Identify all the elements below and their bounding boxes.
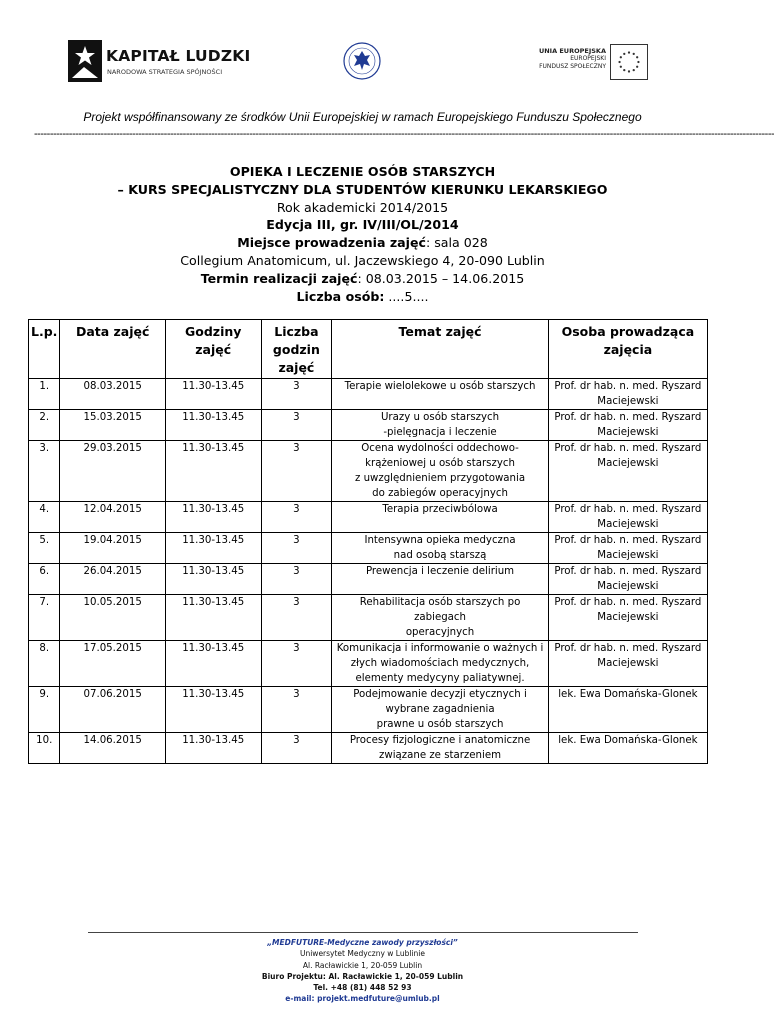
- logo-left-subtitle: NARODOWA STRATEGIA SPÓJNOŚCI: [107, 68, 223, 76]
- header-date: Data zajęć: [60, 320, 166, 379]
- cell-lp: 2.: [29, 410, 60, 441]
- eu-star-icon: [636, 56, 638, 58]
- eu-star-icon: [628, 51, 630, 53]
- cell-count: 3: [261, 441, 332, 502]
- header-topic: Temat zajęć: [332, 320, 549, 379]
- edition: Edycja III, gr. IV/III/OL/2014: [266, 217, 459, 233]
- logo-left-title: KAPITAŁ LUDZKI: [106, 47, 251, 65]
- table-row: [29, 410, 708, 441]
- cell-lp: 7.: [29, 595, 60, 641]
- footer-university: Uniwersytet Medyczny w Lublinie: [299, 949, 425, 959]
- address: Collegium Anatomicum, ul. Jaczewskiego 4, 20-090 Lublin: [180, 252, 545, 268]
- kapital-ludzki-logo-icon: [68, 40, 102, 82]
- project-note: Projekt współfinansowany ze środków Unii Europejskiej w ramach Europejskiego Funduszu Społecznego: [83, 110, 642, 124]
- cell-person: Prof. dr hab. n. med. Ryszard Maciejewski: [548, 410, 707, 441]
- eu-star-icon: [618, 61, 620, 63]
- university-seal-icon: [343, 42, 381, 80]
- footer-email[interactable]: e-mail: projekt.medfuture@umlub.pl: [285, 994, 440, 1004]
- cell-hours: 11.30-13.45: [165, 502, 261, 533]
- cell-hours: 11.30-13.45: [165, 379, 261, 410]
- cell-person: Prof. dr hab. n. med. Ryszard Maciejewski: [548, 379, 707, 410]
- table-header-row: [29, 320, 708, 379]
- dashed-divider: ------------------------------------------------------------------------------------------------------------------------------------------------------------------------------------------------------------------------------------------: [34, 128, 774, 140]
- cell-count: 3: [261, 687, 332, 733]
- cell-hours: 11.30-13.45: [165, 564, 261, 595]
- term-label: Termin realizacji zajęć: [200, 270, 358, 286]
- cell-date: 15.03.2015: [60, 410, 166, 441]
- cell-hours: 11.30-13.45: [165, 441, 261, 502]
- cell-topic: Komunikacja i informowanie o ważnych i złych wiadomościach medycznych, elementy medycyny paliatywnej.: [332, 641, 549, 687]
- cell-hours: 11.30-13.45: [165, 641, 261, 687]
- header-person: Osoba prowadząca zajęcia: [548, 320, 707, 379]
- cell-topic: Ocena wydolności oddechowo- krążeniowej u osób starszych z uwzględnieniem przygotowania do zabiegów operacyjnych: [332, 441, 549, 502]
- cell-topic: Prewencja i leczenie delirium: [332, 564, 549, 595]
- cell-lp: 6.: [29, 564, 60, 595]
- cell-topic: Rehabilitacja osób starszych po zabiegach operacyjnych: [332, 595, 549, 641]
- cell-lp: 9.: [29, 687, 60, 733]
- cell-count: 3: [261, 733, 332, 764]
- cell-lp: 4.: [29, 502, 60, 533]
- table-row: [29, 379, 708, 410]
- cell-count: 3: [261, 410, 332, 441]
- place-value: : sala 028: [426, 235, 488, 251]
- cell-topic: Terapie wielolekowe u osób starszych: [332, 379, 549, 410]
- cell-person: Prof. dr hab. n. med. Ryszard Maciejewski: [548, 641, 707, 687]
- cell-person: Prof. dr hab. n. med. Ryszard Maciejewski: [548, 441, 707, 502]
- footer-office: Biuro Projektu: Al. Racławickie 1, 20-059 Lublin: [261, 971, 464, 981]
- header-lp: L.p.: [29, 320, 60, 379]
- footer-phone: Tel. +48 (81) 448 52 93: [313, 983, 412, 993]
- cell-hours: 11.30-13.45: [165, 733, 261, 764]
- cell-person: Prof. dr hab. n. med. Ryszard Maciejewski: [548, 533, 707, 564]
- header-count: Liczba godzin zajęć: [261, 320, 332, 379]
- place-label: Miejsce prowadzenia zajęć: [237, 235, 426, 251]
- cell-lp: 5.: [29, 533, 60, 564]
- table-row: [29, 441, 708, 502]
- course-subtitle: – KURS SPECJALISTYCZNY DLA STUDENTÓW KIERUNKU LEKARSKIEGO: [117, 181, 608, 197]
- term-line: [0, 270, 725, 288]
- count-label: Liczba osób:: [296, 288, 385, 304]
- table-row: [29, 502, 708, 533]
- cell-count: 3: [261, 379, 332, 410]
- count-line: [0, 288, 725, 306]
- eu-logo-text: [522, 47, 606, 71]
- cell-date: 29.03.2015: [60, 441, 166, 502]
- cell-person: lek. Ewa Domańska-Glonek: [548, 733, 707, 764]
- cell-hours: 11.30-13.45: [165, 410, 261, 441]
- cell-date: 26.04.2015: [60, 564, 166, 595]
- cell-date: 19.04.2015: [60, 533, 166, 564]
- eu-star-icon: [633, 53, 635, 55]
- header-hours: Godziny zajęć: [165, 320, 261, 379]
- cell-lp: 8.: [29, 641, 60, 687]
- count-value: ....5....: [384, 288, 429, 304]
- eu-star-icon: [633, 69, 635, 71]
- eu-flag-icon: [610, 44, 648, 80]
- page-header: [0, 0, 725, 100]
- cell-hours: 11.30-13.45: [165, 687, 261, 733]
- cell-count: 3: [261, 533, 332, 564]
- page-footer: [0, 937, 725, 1005]
- cell-date: 10.05.2015: [60, 595, 166, 641]
- cell-person: Prof. dr hab. n. med. Ryszard Maciejewski: [548, 502, 707, 533]
- table-row: [29, 595, 708, 641]
- cell-hours: 11.30-13.45: [165, 533, 261, 564]
- table-row: [29, 687, 708, 733]
- cell-count: 3: [261, 595, 332, 641]
- academic-year: Rok akademicki 2014/2015: [276, 199, 449, 215]
- cell-date: 17.05.2015: [60, 641, 166, 687]
- footer-address: Al. Racławickie 1, 20-059 Lublin: [302, 960, 423, 970]
- cell-count: 3: [261, 502, 332, 533]
- cell-count: 3: [261, 641, 332, 687]
- table-row: [29, 533, 708, 564]
- footer-divider: [88, 932, 638, 933]
- cell-person: lek. Ewa Domańska-Glonek: [548, 687, 707, 733]
- table-row: [29, 641, 708, 687]
- cell-person: Prof. dr hab. n. med. Ryszard Maciejewski: [548, 564, 707, 595]
- course-title-block: [0, 163, 725, 305]
- cell-hours: 11.30-13.45: [165, 595, 261, 641]
- cell-topic: Intensywna opieka medyczna nad osobą starszą: [332, 533, 549, 564]
- schedule-table: [28, 319, 708, 764]
- cell-lp: 1.: [29, 379, 60, 410]
- cell-topic: Podejmowanie decyzji etycznych i wybrane zagadnienia prawne u osób starszych: [332, 687, 549, 733]
- eu-star-icon: [628, 70, 630, 72]
- table-row: [29, 733, 708, 764]
- table-row: [29, 564, 708, 595]
- term-value: : 08.03.2015 – 14.06.2015: [357, 270, 525, 286]
- eu-star-icon: [620, 56, 622, 58]
- eu-logo-line1: UNIA EUROPEJSKA: [538, 47, 606, 55]
- eu-star-icon: [636, 66, 638, 68]
- cell-date: 07.06.2015: [60, 687, 166, 733]
- cell-count: 3: [261, 564, 332, 595]
- eu-logo: [522, 44, 648, 80]
- eu-logo-line2: EUROPEJSKI: [570, 55, 606, 62]
- cell-topic: Terapia przeciwbólowa: [332, 502, 549, 533]
- eu-star-icon: [637, 61, 639, 63]
- eu-star-icon: [620, 66, 622, 68]
- kapital-ludzki-logo: [68, 40, 251, 84]
- cell-date: 08.03.2015: [60, 379, 166, 410]
- eu-star-icon: [623, 69, 625, 71]
- cell-topic: Urazy u osób starszych -pielęgnacja i leczenie: [332, 410, 549, 441]
- cell-date: 12.04.2015: [60, 502, 166, 533]
- eu-star-icon: [623, 53, 625, 55]
- place-line: [0, 234, 725, 252]
- cell-topic: Procesy fizjologiczne i anatomiczne związane ze starzeniem: [332, 733, 549, 764]
- cell-lp: 3.: [29, 441, 60, 502]
- eu-logo-line3: FUNDUSZ SPOŁECZNY: [539, 63, 606, 70]
- cell-lp: 10.: [29, 733, 60, 764]
- cell-person: Prof. dr hab. n. med. Ryszard Maciejewski: [548, 595, 707, 641]
- footer-project: „MEDFUTURE-Medyczne zawody przyszłości”: [267, 938, 458, 947]
- cell-date: 14.06.2015: [60, 733, 166, 764]
- course-title: OPIEKA I LECZENIE OSÓB STARSZYCH: [229, 164, 496, 179]
